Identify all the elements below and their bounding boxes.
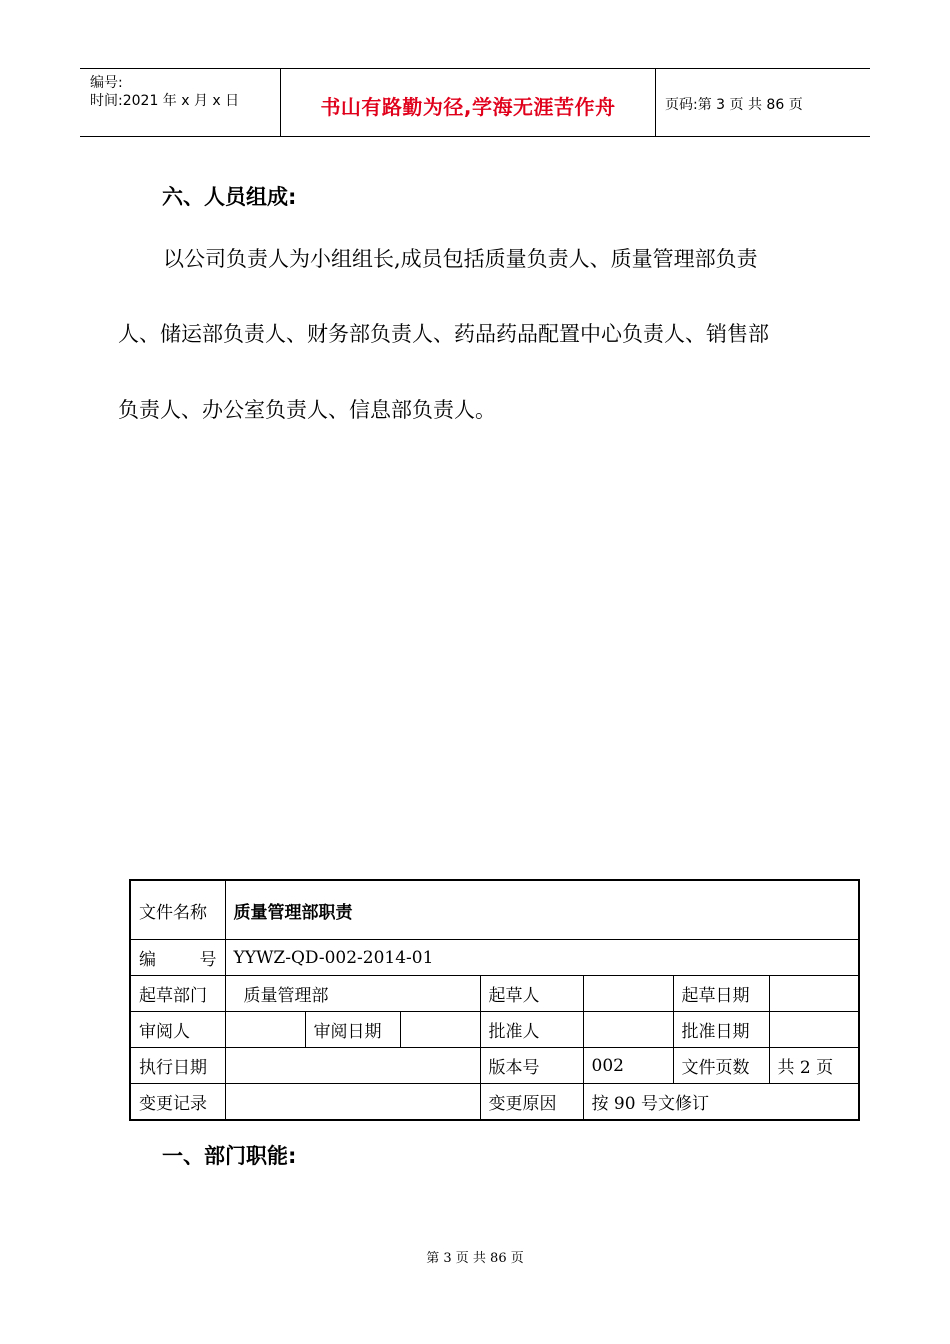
draft-date-value xyxy=(769,976,859,1012)
document-control-table xyxy=(129,879,860,1121)
paragraph-line-2: 人、储运部负责人、财务部负责人、药品药品配置中心负责人、销售部 xyxy=(118,322,769,346)
table-row xyxy=(130,1012,859,1048)
time-line: 时间:2021 年 x 月 x 日 xyxy=(90,93,240,109)
number-label-b: 号 xyxy=(199,950,217,970)
table-row xyxy=(130,976,859,1012)
paragraph-line-3: 负责人、办公室负责人、信息部负责人。 xyxy=(118,398,496,422)
drafter-label: 起草人 xyxy=(480,976,583,1012)
file-name-label: 文件名称 xyxy=(130,880,225,940)
draft-dept-value: 质量管理部 xyxy=(225,976,480,1012)
draft-dept-label: 起草部门 xyxy=(130,976,225,1012)
pages-label: 文件页数 xyxy=(673,1048,769,1084)
approver-value xyxy=(583,1012,673,1048)
page-footer: 第 3 页 共 86 页 xyxy=(426,1251,524,1266)
header-meta xyxy=(80,69,280,136)
draft-date-label: 起草日期 xyxy=(673,976,769,1012)
page-header xyxy=(80,68,870,137)
change-reason-label: 变更原因 xyxy=(480,1084,583,1121)
review-date-value xyxy=(400,1012,480,1048)
approve-date-label: 批准日期 xyxy=(673,1012,769,1048)
reviewer-label: 审阅人 xyxy=(130,1012,225,1048)
change-record-label: 变更记录 xyxy=(130,1084,225,1121)
drafter-value xyxy=(583,976,673,1012)
table-row xyxy=(130,1048,859,1084)
review-date-label: 审阅日期 xyxy=(305,1012,400,1048)
header-motto-cell xyxy=(280,69,656,136)
header-page-cell xyxy=(655,69,870,136)
number-value: YYWZ-QD-002-2014-01 xyxy=(225,940,859,976)
section-heading-1: 一、部门职能: xyxy=(162,1144,297,1168)
number-label-cell xyxy=(130,940,225,976)
table-row xyxy=(130,880,859,940)
section-heading-6: 六、人员组成: xyxy=(162,185,297,209)
paragraph-line-1: 以公司负责人为小组组长,成员包括质量负责人、质量管理部负责 xyxy=(163,247,758,271)
file-name-value: 质量管理部职责 xyxy=(225,880,859,940)
exec-date-label: 执行日期 xyxy=(130,1048,225,1084)
change-record-value xyxy=(225,1084,480,1121)
version-label: 版本号 xyxy=(480,1048,583,1084)
change-reason-value: 按 90 号文修订 xyxy=(583,1084,859,1121)
number-label-a: 编 xyxy=(139,950,156,970)
table-row xyxy=(130,1084,859,1121)
motto: 书山有路勤为径,学海无涯苦作舟 xyxy=(320,95,616,119)
version-value: 002 xyxy=(583,1048,673,1084)
number-label: 编号: xyxy=(90,75,123,91)
pages-value: 共 2 页 xyxy=(769,1048,859,1084)
reviewer-value xyxy=(225,1012,305,1048)
page-info: 页码:第 3 页 共 86 页 xyxy=(665,97,803,113)
approver-label: 批准人 xyxy=(480,1012,583,1048)
approve-date-value xyxy=(769,1012,859,1048)
exec-date-value xyxy=(225,1048,480,1084)
table-row xyxy=(130,940,859,976)
